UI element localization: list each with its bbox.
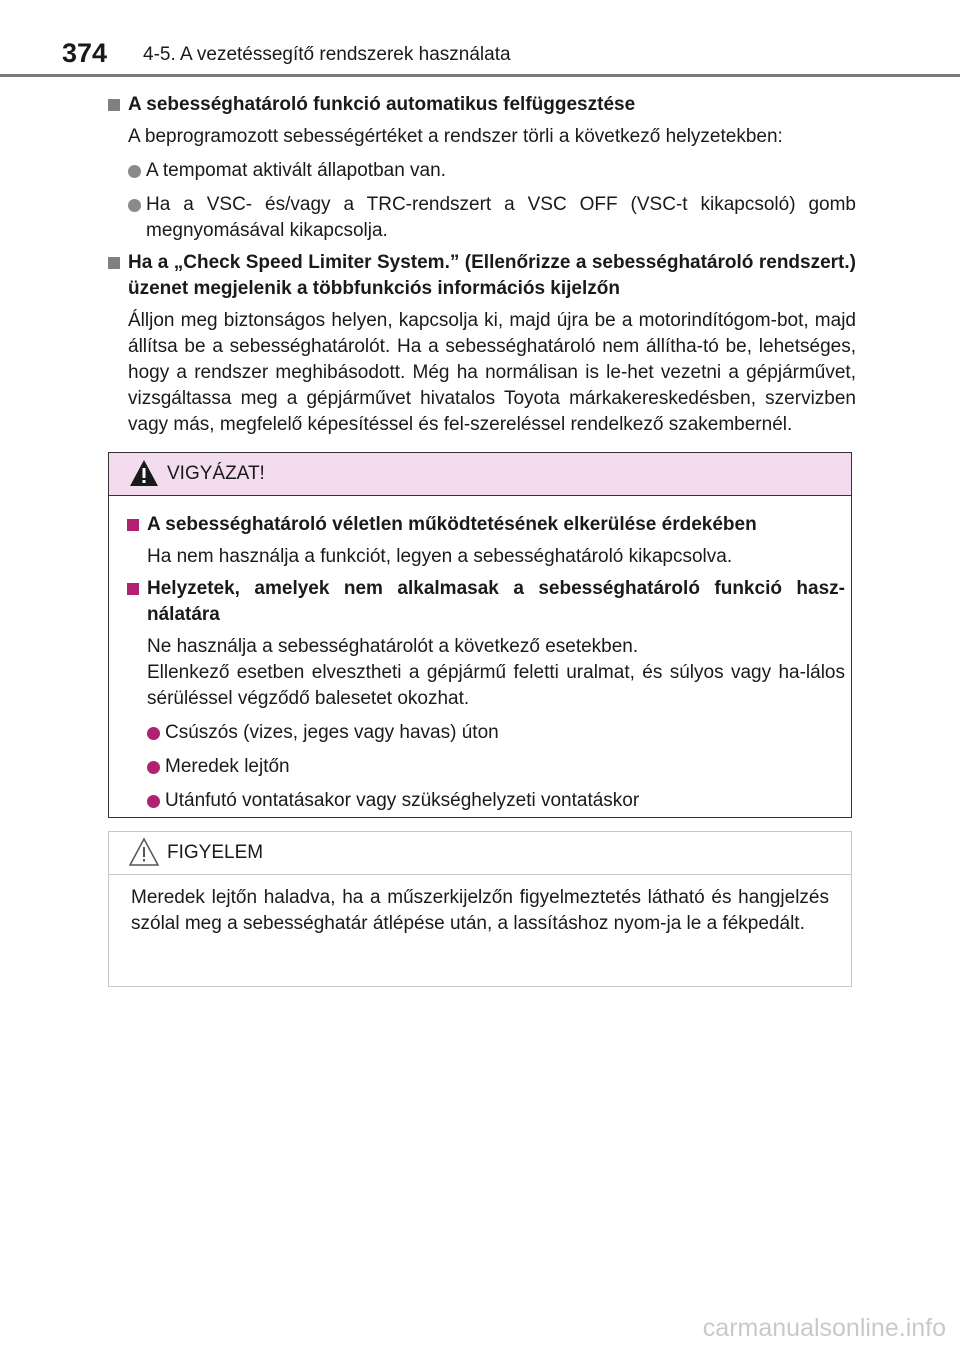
notice-box xyxy=(108,831,852,987)
section-heading: A sebességhatároló véletlen működtetésének elkerülése érdekében xyxy=(127,512,845,538)
circle-bullet-icon xyxy=(128,199,141,212)
chapter-title: 4-5. A vezetéssegítő rendszerek használata xyxy=(143,44,511,65)
square-bullet-icon xyxy=(108,99,120,111)
warning-body xyxy=(109,496,851,814)
warning-box xyxy=(108,452,852,818)
section-text: A beprogramozott sebességértéket a rendszer törli a következő helyzetekben: xyxy=(128,126,783,147)
section-heading: Ha a „Check Speed Limiter System.” (Ellenőrizze a sebességhatároló rendszert.) üzenet megjelenik a többfunkciós információs kijelzőn xyxy=(108,250,856,302)
section-text: Ellenkező esetben elvesztheti a gépjármű feletti uralmat, és súlyos vagy ha-lálos sérüléssel végződő balesetet okozhat. xyxy=(147,662,845,709)
square-bullet-icon xyxy=(127,519,139,531)
notice-triangle-icon xyxy=(129,837,159,867)
list-item: Csúszós (vizes, jeges vagy havas) úton xyxy=(127,720,845,746)
warning-title-bar xyxy=(109,453,851,496)
page-number: 374 xyxy=(62,38,108,68)
page-header xyxy=(0,0,960,80)
section-heading: Helyzetek, amelyek nem alkalmasak a sebességhatároló funkció hasz-nálatára xyxy=(127,576,845,628)
list-item: A tempomat aktivált állapotban van. xyxy=(108,158,856,184)
square-bullet-icon xyxy=(108,257,120,269)
circle-bullet-icon xyxy=(147,761,160,774)
circle-bullet-icon xyxy=(147,727,160,740)
circle-bullet-icon xyxy=(147,795,160,808)
main-content xyxy=(108,92,856,438)
section-heading: A sebességhatároló funkció automatikus felfüggesztése xyxy=(108,92,856,118)
list-item: Ha a VSC- és/vagy a TRC-rendszert a VSC OFF (VSC-t kikapcsoló) gomb megnyomásával kikapcsolja. xyxy=(108,192,856,244)
watermark: carmanualsonline.info xyxy=(702,1314,946,1342)
warning-title: VIGYÁZAT! xyxy=(167,463,265,484)
header-divider xyxy=(0,74,960,77)
square-bullet-icon xyxy=(127,583,139,595)
section-text: Ha nem használja a funkciót, legyen a sebességhatároló kikapcsolva. xyxy=(147,546,733,567)
circle-bullet-icon xyxy=(128,165,141,178)
section-text: Álljon meg biztonságos helyen, kapcsolja ki, majd újra be a motorindítógom-bot, majd állítsa be a sebességhatárolót. Ha a sebességhatároló nem állítha-tó be, lehetséges, hogy a rendszer meghibásodott. Még ha normálisan is le-het vezetni a gépjárművet, vizsgáltassa meg a gépjárművet hivatalos Toyota márkakereskedésben, szervizben vagy más, megfelelő képesítéssel és fel-szereléssel rendelkező szakembernél. xyxy=(128,310,856,435)
warning-triangle-icon xyxy=(129,458,159,488)
list-item: Meredek lejtőn xyxy=(127,754,845,780)
list-item: Utánfutó vontatásakor vagy szükséghelyzeti vontatáskor xyxy=(127,788,845,814)
notice-text: Meredek lejtőn haladva, ha a műszerkijelzőn figyelmeztetés látható és hangjelzés szólal meg a sebességhatár átlépése után, a lassításhoz nyom-ja le a fékpedált. xyxy=(131,887,829,934)
notice-title-bar xyxy=(109,832,851,875)
section-text: Ne használja a sebességhatárolót a következő esetekben. xyxy=(147,636,639,657)
notice-title: FIGYELEM xyxy=(167,842,264,863)
